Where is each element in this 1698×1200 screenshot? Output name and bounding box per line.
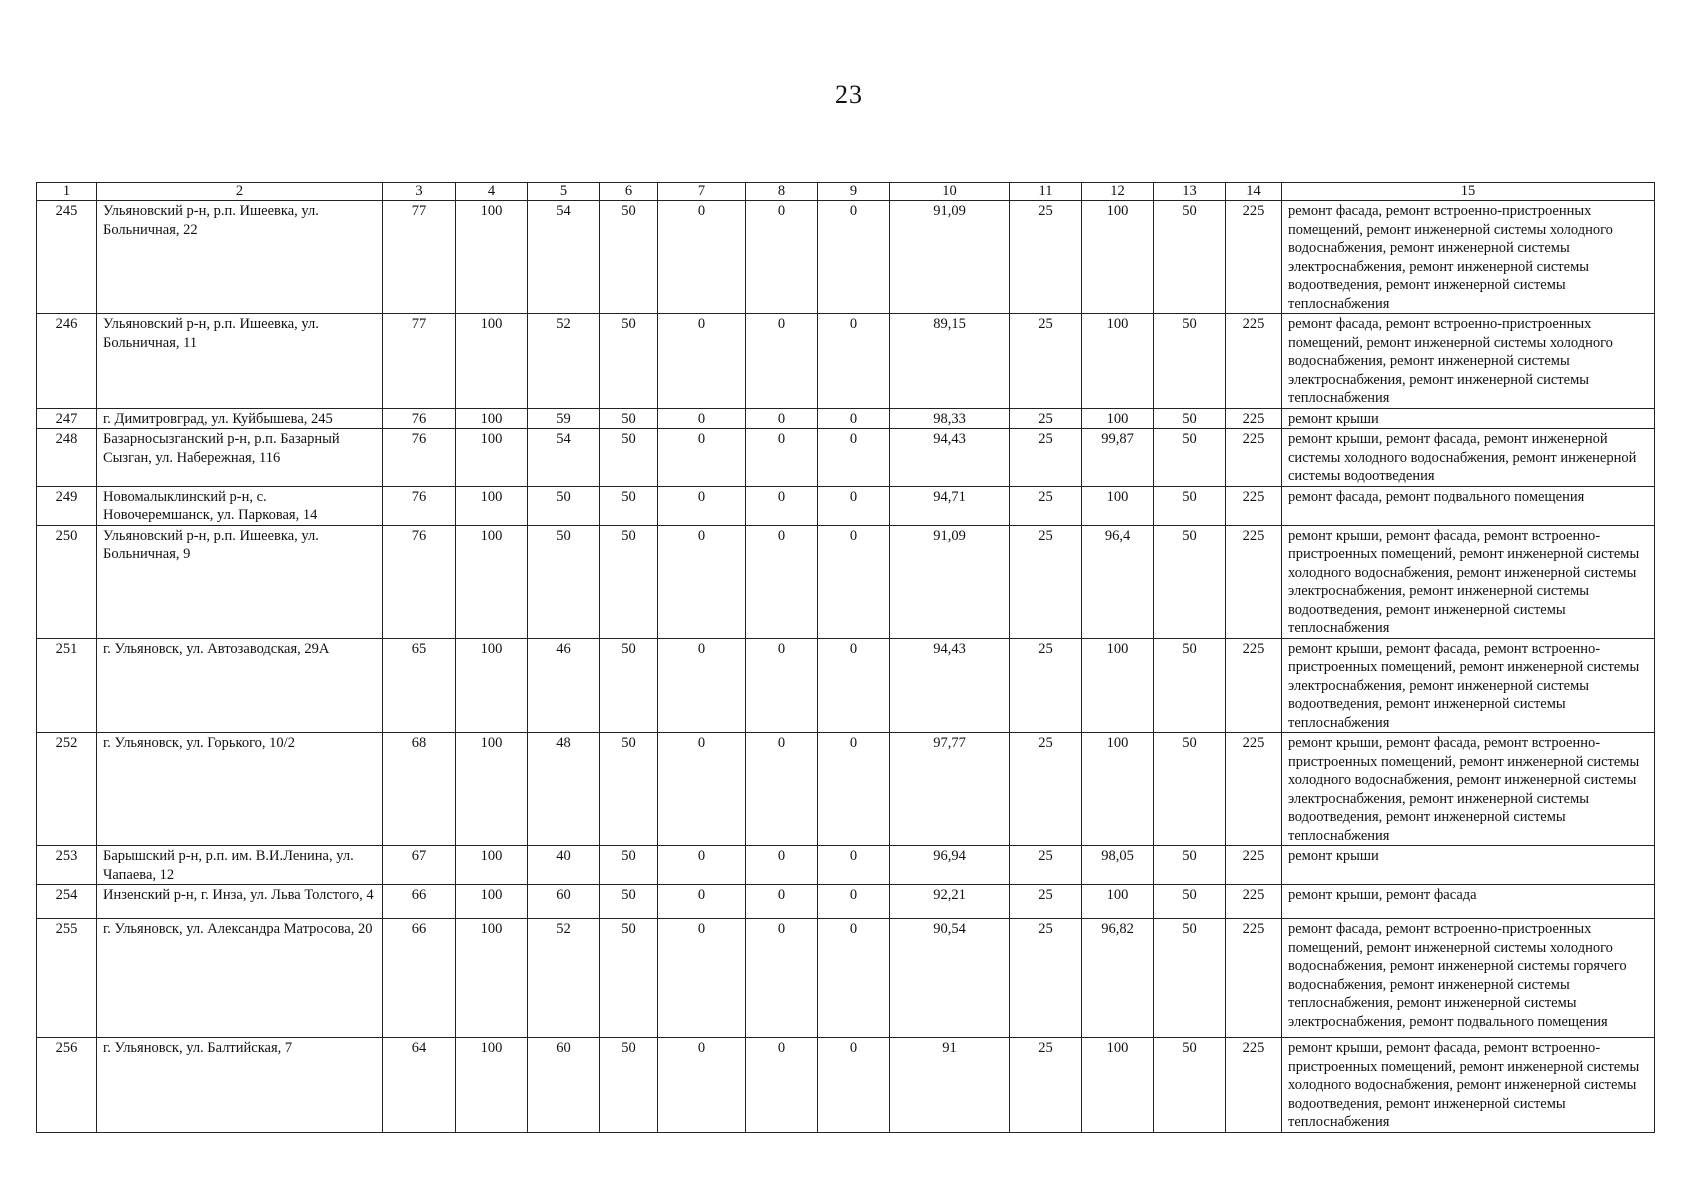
col11-cell: 25 xyxy=(1010,919,1082,1038)
col12-cell: 98,05 xyxy=(1082,846,1154,885)
col9-cell: 0 xyxy=(818,846,890,885)
col5-cell: 52 xyxy=(528,314,600,409)
address-cell: Ульяновский р-н, р.п. Ишеевка, ул. Больничная, 22 xyxy=(97,201,383,314)
table-row xyxy=(37,846,1655,885)
col9-cell: 0 xyxy=(818,408,890,429)
total-score-cell: 225 xyxy=(1226,733,1282,846)
col4-cell: 100 xyxy=(456,885,528,919)
table-body xyxy=(37,201,1655,1133)
col12-cell: 99,87 xyxy=(1082,429,1154,487)
address-cell: Ульяновский р-н, р.п. Ишеевка, ул. Больничная, 9 xyxy=(97,525,383,638)
col6-cell: 50 xyxy=(600,885,658,919)
table-row xyxy=(37,408,1655,429)
col9-cell: 0 xyxy=(818,638,890,733)
col5-cell: 52 xyxy=(528,919,600,1038)
col13-cell: 50 xyxy=(1154,429,1226,487)
row-number-cell: 245 xyxy=(37,201,97,314)
col7-cell: 0 xyxy=(658,846,746,885)
col11-cell: 25 xyxy=(1010,525,1082,638)
col11-cell: 25 xyxy=(1010,486,1082,525)
row-number-cell: 255 xyxy=(37,919,97,1038)
column-header-7: 7 xyxy=(658,183,746,201)
col9-cell: 0 xyxy=(818,486,890,525)
total-score-cell: 225 xyxy=(1226,885,1282,919)
repair-works-cell: ремонт крыши, ремонт фасада, ремонт инженерной системы холодного водоснабжения, ремонт инженерной системы водоотведения xyxy=(1282,429,1655,487)
housing-repair-table xyxy=(36,182,1655,1133)
col12-cell: 100 xyxy=(1082,486,1154,525)
row-number-cell: 254 xyxy=(37,885,97,919)
col10-cell: 89,15 xyxy=(890,314,1010,409)
col3-cell: 67 xyxy=(383,846,456,885)
column-header-1: 1 xyxy=(37,183,97,201)
col5-cell: 40 xyxy=(528,846,600,885)
total-score-cell: 225 xyxy=(1226,429,1282,487)
col3-cell: 66 xyxy=(383,885,456,919)
col6-cell: 50 xyxy=(600,408,658,429)
col10-cell: 90,54 xyxy=(890,919,1010,1038)
col4-cell: 100 xyxy=(456,429,528,487)
column-header-5: 5 xyxy=(528,183,600,201)
col10-cell: 96,94 xyxy=(890,846,1010,885)
row-number-cell: 251 xyxy=(37,638,97,733)
col12-cell: 100 xyxy=(1082,885,1154,919)
col9-cell: 0 xyxy=(818,525,890,638)
address-cell: г. Ульяновск, ул. Горького, 10/2 xyxy=(97,733,383,846)
column-header-9: 9 xyxy=(818,183,890,201)
col12-cell: 100 xyxy=(1082,1038,1154,1133)
col12-cell: 96,82 xyxy=(1082,919,1154,1038)
col6-cell: 50 xyxy=(600,1038,658,1133)
col13-cell: 50 xyxy=(1154,885,1226,919)
col12-cell: 100 xyxy=(1082,314,1154,409)
col4-cell: 100 xyxy=(456,201,528,314)
col7-cell: 0 xyxy=(658,429,746,487)
col4-cell: 100 xyxy=(456,314,528,409)
col6-cell: 50 xyxy=(600,429,658,487)
column-header-2: 2 xyxy=(97,183,383,201)
header-row xyxy=(37,183,1655,201)
col3-cell: 76 xyxy=(383,408,456,429)
col11-cell: 25 xyxy=(1010,846,1082,885)
repair-works-cell: ремонт фасада, ремонт встроенно-пристроенных помещений, ремонт инженерной системы холодного водоснабжения, ремонт инженерной системы горячего водоснабжения, ремонт инженерной системы теплоснабжения, ремонт инженерной системы электроснабжения, ремонт подвального помещения xyxy=(1282,919,1655,1038)
row-number-cell: 253 xyxy=(37,846,97,885)
column-header-11: 11 xyxy=(1010,183,1082,201)
col6-cell: 50 xyxy=(600,733,658,846)
col7-cell: 0 xyxy=(658,201,746,314)
col3-cell: 76 xyxy=(383,525,456,638)
total-score-cell: 225 xyxy=(1226,919,1282,1038)
col7-cell: 0 xyxy=(658,919,746,1038)
total-score-cell: 225 xyxy=(1226,525,1282,638)
row-number-cell: 252 xyxy=(37,733,97,846)
col8-cell: 0 xyxy=(746,919,818,1038)
col10-cell: 92,21 xyxy=(890,885,1010,919)
row-number-cell: 249 xyxy=(37,486,97,525)
col5-cell: 59 xyxy=(528,408,600,429)
row-number-cell: 246 xyxy=(37,314,97,409)
col13-cell: 50 xyxy=(1154,201,1226,314)
col7-cell: 0 xyxy=(658,525,746,638)
col4-cell: 100 xyxy=(456,638,528,733)
total-score-cell: 225 xyxy=(1226,486,1282,525)
col6-cell: 50 xyxy=(600,486,658,525)
row-number-cell: 247 xyxy=(37,408,97,429)
table-row xyxy=(37,919,1655,1038)
col5-cell: 60 xyxy=(528,885,600,919)
column-header-12: 12 xyxy=(1082,183,1154,201)
col9-cell: 0 xyxy=(818,314,890,409)
col13-cell: 50 xyxy=(1154,486,1226,525)
col8-cell: 0 xyxy=(746,314,818,409)
col13-cell: 50 xyxy=(1154,408,1226,429)
col6-cell: 50 xyxy=(600,314,658,409)
total-score-cell: 225 xyxy=(1226,201,1282,314)
col11-cell: 25 xyxy=(1010,429,1082,487)
col13-cell: 50 xyxy=(1154,733,1226,846)
address-cell: Новомалыклинский р-н, с. Новочеремшанск, ул. Парковая, 14 xyxy=(97,486,383,525)
col5-cell: 50 xyxy=(528,486,600,525)
col8-cell: 0 xyxy=(746,201,818,314)
col13-cell: 50 xyxy=(1154,314,1226,409)
col9-cell: 0 xyxy=(818,1038,890,1133)
col10-cell: 97,77 xyxy=(890,733,1010,846)
col10-cell: 94,71 xyxy=(890,486,1010,525)
col5-cell: 60 xyxy=(528,1038,600,1133)
address-cell: г. Димитровград, ул. Куйбышева, 245 xyxy=(97,408,383,429)
col6-cell: 50 xyxy=(600,201,658,314)
col8-cell: 0 xyxy=(746,408,818,429)
col4-cell: 100 xyxy=(456,486,528,525)
table-row xyxy=(37,486,1655,525)
col5-cell: 54 xyxy=(528,429,600,487)
col6-cell: 50 xyxy=(600,919,658,1038)
row-number-cell: 248 xyxy=(37,429,97,487)
column-header-10: 10 xyxy=(890,183,1010,201)
col12-cell: 100 xyxy=(1082,733,1154,846)
address-cell: г. Ульяновск, ул. Балтийская, 7 xyxy=(97,1038,383,1133)
total-score-cell: 225 xyxy=(1226,638,1282,733)
col10-cell: 91,09 xyxy=(890,201,1010,314)
table-row xyxy=(37,201,1655,314)
total-score-cell: 225 xyxy=(1226,1038,1282,1133)
col11-cell: 25 xyxy=(1010,314,1082,409)
col3-cell: 66 xyxy=(383,919,456,1038)
col10-cell: 94,43 xyxy=(890,429,1010,487)
col6-cell: 50 xyxy=(600,638,658,733)
col11-cell: 25 xyxy=(1010,733,1082,846)
col8-cell: 0 xyxy=(746,525,818,638)
col4-cell: 100 xyxy=(456,525,528,638)
table-row xyxy=(37,1038,1655,1133)
repair-works-cell: ремонт крыши, ремонт фасада, ремонт встроенно-пристроенных помещений, ремонт инженерной системы холодного водоснабжения, ремонт инженерной системы электроснабжения, ремонт инженерной системы водоотведения, ремонт инженерной системы теплоснабжения xyxy=(1282,733,1655,846)
column-header-15: 15 xyxy=(1282,183,1655,201)
col11-cell: 25 xyxy=(1010,201,1082,314)
col3-cell: 77 xyxy=(383,201,456,314)
col7-cell: 0 xyxy=(658,733,746,846)
address-cell: Инзенский р-н, г. Инза, ул. Льва Толстого, 4 xyxy=(97,885,383,919)
col7-cell: 0 xyxy=(658,885,746,919)
col10-cell: 98,33 xyxy=(890,408,1010,429)
col8-cell: 0 xyxy=(746,733,818,846)
col9-cell: 0 xyxy=(818,429,890,487)
col9-cell: 0 xyxy=(818,733,890,846)
col3-cell: 65 xyxy=(383,638,456,733)
column-header-14: 14 xyxy=(1226,183,1282,201)
address-cell: г. Ульяновск, ул. Александра Матросова, 20 xyxy=(97,919,383,1038)
col8-cell: 0 xyxy=(746,885,818,919)
address-cell: г. Ульяновск, ул. Автозаводская, 29А xyxy=(97,638,383,733)
table-row xyxy=(37,525,1655,638)
repair-works-cell: ремонт фасада, ремонт подвального помещения xyxy=(1282,486,1655,525)
col3-cell: 77 xyxy=(383,314,456,409)
repair-works-cell: ремонт фасада, ремонт встроенно-пристроенных помещений, ремонт инженерной системы холодного водоснабжения, ремонт инженерной системы электроснабжения, ремонт инженерной системы теплоснабжения xyxy=(1282,314,1655,409)
table-row xyxy=(37,885,1655,919)
col4-cell: 100 xyxy=(456,1038,528,1133)
col10-cell: 94,43 xyxy=(890,638,1010,733)
col9-cell: 0 xyxy=(818,885,890,919)
page-number: 23 xyxy=(835,80,863,109)
col7-cell: 0 xyxy=(658,1038,746,1133)
col13-cell: 50 xyxy=(1154,1038,1226,1133)
col8-cell: 0 xyxy=(746,1038,818,1133)
repair-works-cell: ремонт фасада, ремонт встроенно-пристроенных помещений, ремонт инженерной системы холодного водоснабжения, ремонт инженерной системы электроснабжения, ремонт инженерной системы водоотведения, ремонт инженерной системы теплоснабжения xyxy=(1282,201,1655,314)
col8-cell: 0 xyxy=(746,486,818,525)
row-number-cell: 250 xyxy=(37,525,97,638)
col6-cell: 50 xyxy=(600,846,658,885)
address-cell: Барышский р-н, р.п. им. В.И.Ленина, ул. Чапаева, 12 xyxy=(97,846,383,885)
column-header-3: 3 xyxy=(383,183,456,201)
address-cell: Ульяновский р-н, р.п. Ишеевка, ул. Больничная, 11 xyxy=(97,314,383,409)
col10-cell: 91 xyxy=(890,1038,1010,1133)
col7-cell: 0 xyxy=(658,408,746,429)
col3-cell: 68 xyxy=(383,733,456,846)
col3-cell: 64 xyxy=(383,1038,456,1133)
col9-cell: 0 xyxy=(818,919,890,1038)
col5-cell: 54 xyxy=(528,201,600,314)
col4-cell: 100 xyxy=(456,733,528,846)
col4-cell: 100 xyxy=(456,919,528,1038)
col11-cell: 25 xyxy=(1010,1038,1082,1133)
table-row xyxy=(37,314,1655,409)
repair-works-cell: ремонт крыши, ремонт фасада xyxy=(1282,885,1655,919)
col11-cell: 25 xyxy=(1010,885,1082,919)
col7-cell: 0 xyxy=(658,486,746,525)
col13-cell: 50 xyxy=(1154,525,1226,638)
repair-works-cell: ремонт крыши, ремонт фасада, ремонт встроенно-пристроенных помещений, ремонт инженерной системы холодного водоснабжения, ремонт инженерной системы электроснабжения, ремонт инженерной системы водоотведения, ремонт инженерной системы теплоснабжения xyxy=(1282,525,1655,638)
repair-works-cell: ремонт крыши xyxy=(1282,846,1655,885)
col8-cell: 0 xyxy=(746,846,818,885)
col12-cell: 96,4 xyxy=(1082,525,1154,638)
col8-cell: 0 xyxy=(746,638,818,733)
col13-cell: 50 xyxy=(1154,846,1226,885)
row-number-cell: 256 xyxy=(37,1038,97,1133)
col12-cell: 100 xyxy=(1082,201,1154,314)
column-header-4: 4 xyxy=(456,183,528,201)
col12-cell: 100 xyxy=(1082,638,1154,733)
col6-cell: 50 xyxy=(600,525,658,638)
col13-cell: 50 xyxy=(1154,919,1226,1038)
col13-cell: 50 xyxy=(1154,638,1226,733)
table-row xyxy=(37,733,1655,846)
repair-works-cell: ремонт крыши xyxy=(1282,408,1655,429)
total-score-cell: 225 xyxy=(1226,314,1282,409)
col11-cell: 25 xyxy=(1010,408,1082,429)
repair-works-cell: ремонт крыши, ремонт фасада, ремонт встроенно-пристроенных помещений, ремонт инженерной системы холодного водоснабжения, ремонт инженерной системы водоотведения, ремонт инженерной системы теплоснабжения xyxy=(1282,1038,1655,1133)
col5-cell: 48 xyxy=(528,733,600,846)
col4-cell: 100 xyxy=(456,846,528,885)
table-row xyxy=(37,429,1655,487)
column-header-6: 6 xyxy=(600,183,658,201)
col12-cell: 100 xyxy=(1082,408,1154,429)
col4-cell: 100 xyxy=(456,408,528,429)
col10-cell: 91,09 xyxy=(890,525,1010,638)
column-header-13: 13 xyxy=(1154,183,1226,201)
address-cell: Базарносызганский р-н, р.п. Базарный Сызган, ул. Набережная, 116 xyxy=(97,429,383,487)
col5-cell: 46 xyxy=(528,638,600,733)
total-score-cell: 225 xyxy=(1226,408,1282,429)
total-score-cell: 225 xyxy=(1226,846,1282,885)
repair-works-cell: ремонт крыши, ремонт фасада, ремонт встроенно-пристроенных помещений, ремонт инженерной системы электроснабжения, ремонт инженерной системы водоотведения, ремонт инженерной системы теплоснабжения xyxy=(1282,638,1655,733)
col5-cell: 50 xyxy=(528,525,600,638)
col7-cell: 0 xyxy=(658,314,746,409)
column-header-8: 8 xyxy=(746,183,818,201)
col9-cell: 0 xyxy=(818,201,890,314)
col7-cell: 0 xyxy=(658,638,746,733)
col8-cell: 0 xyxy=(746,429,818,487)
col11-cell: 25 xyxy=(1010,638,1082,733)
col3-cell: 76 xyxy=(383,429,456,487)
col3-cell: 76 xyxy=(383,486,456,525)
table-row xyxy=(37,638,1655,733)
